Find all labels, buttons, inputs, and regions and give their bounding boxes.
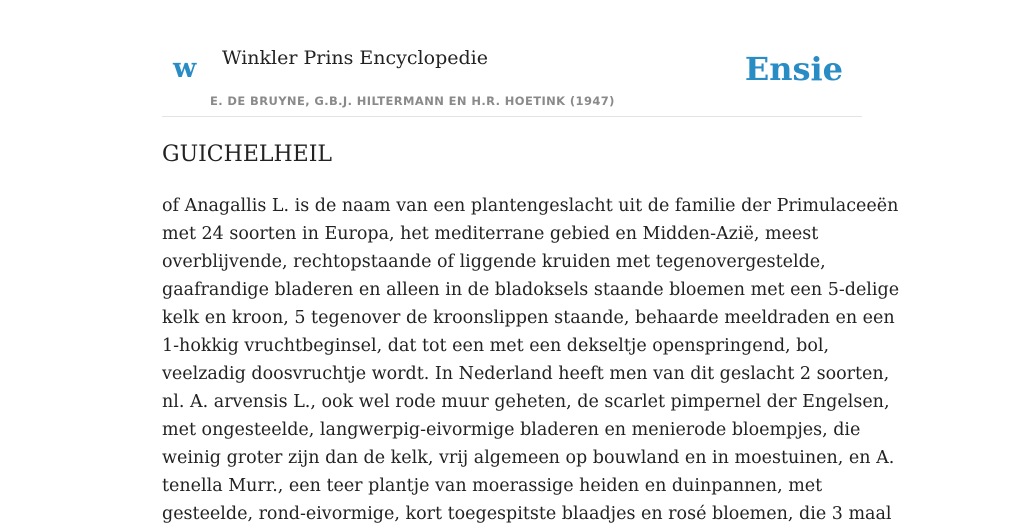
source-authors: E. DE BRUYNE, G.B.J. HILTERMANN EN H.R. HOETINK (1947) bbox=[210, 94, 615, 108]
source-title[interactable]: Winkler Prins Encyclopedie bbox=[222, 47, 488, 69]
article-headword: GUICHELHEIL bbox=[162, 142, 333, 167]
ensie-logo-link[interactable]: Ensie bbox=[744, 50, 843, 88]
article-line: of Anagallis L. is de naam van een plantengeslacht uit de familie der Primulaceeën bbox=[162, 196, 899, 216]
article-line: met ongesteelde, langwerpig-eivormige bladeren en menierode bloempjes, die bbox=[162, 420, 861, 440]
article-line: nl. A. arvensis L., ook wel rode muur geheten, de scarlet pimpernel der Engelsen, bbox=[162, 392, 890, 412]
article-line: veelzadig doosvruchtje wordt. In Nederland heeft men van dit geslacht 2 soorten, bbox=[162, 364, 890, 384]
article-line: overblijvende, rechtopstaande of liggende kruiden met tegenovergestelde, bbox=[162, 252, 826, 272]
article-line: 1-hokkig vruchtbeginsel, dat tot een met een dekseltje openspringend, bol, bbox=[162, 336, 830, 356]
article-body bbox=[162, 192, 900, 528]
article-line: gesteelde, rond-eivormige, kort toegespitste blaadjes en rosé bloemen, die 3 maal bbox=[162, 504, 892, 524]
article-line: met 24 soorten in Europa, het mediterrane gebied en Midden-Azië, meest bbox=[162, 224, 819, 244]
article-line: kelk en kroon, 5 tegenover de kroonslippen staande, behaarde meeldraden en een bbox=[162, 308, 895, 328]
article-line: gaafrandige bladeren en alleen in de bladoksels staande bloemen met een 5-delige bbox=[162, 280, 900, 300]
winkler-prins-logo-icon[interactable]: w bbox=[173, 53, 197, 84]
article-line: tenella Murr., een teer plantje van moerassige heiden en duinpannen, met bbox=[162, 476, 823, 496]
header bbox=[162, 30, 862, 117]
article-line: weinig groter zijn dan de kelk, vrij algemeen op bouwland en in moestuinen, en A. bbox=[162, 448, 895, 468]
